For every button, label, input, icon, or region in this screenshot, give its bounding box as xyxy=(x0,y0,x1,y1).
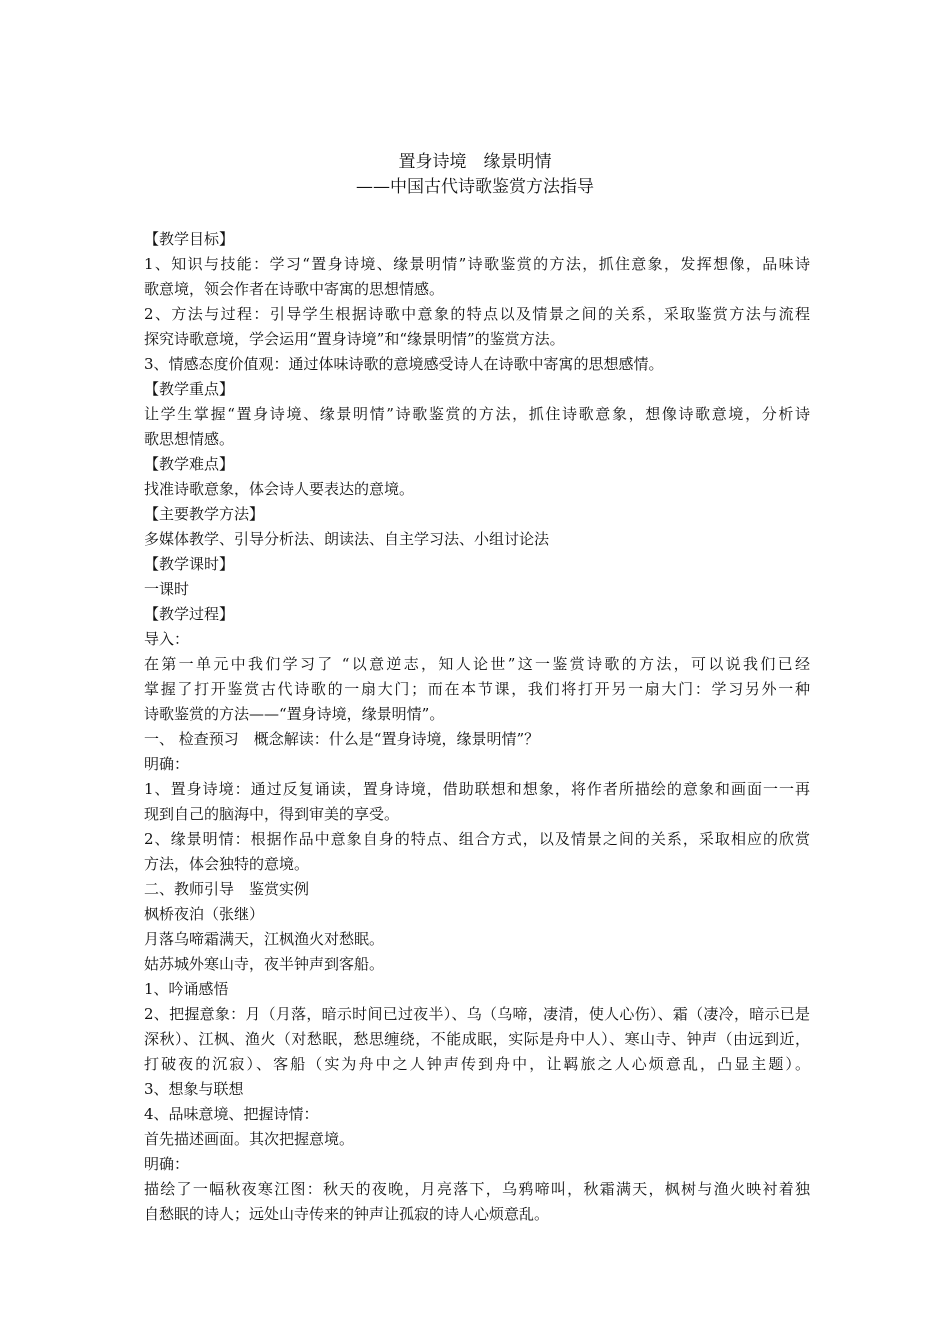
body-line: 【教学难点】 xyxy=(144,455,235,473)
document-subtitle: ——中国古代诗歌鉴赏方法指导 xyxy=(356,177,594,197)
body-line: 【教学过程】 xyxy=(144,605,235,623)
body-line: 【教学课时】 xyxy=(144,555,235,573)
body-line: 枫桥夜泊（张继） xyxy=(144,905,265,923)
body-line: 4、品味意境、把握诗情： xyxy=(144,1105,319,1123)
body-line: 【教学目标】 xyxy=(144,230,235,248)
body-line: 自愁眠的诗人；远处山寺传来的钟声让孤寂的诗人心烦意乱。 xyxy=(144,1205,550,1223)
body-line: 诗歌鉴赏的方法——“置身诗境，缘景明情”。 xyxy=(144,705,445,723)
body-line: 描绘了一幅秋夜寒江图：秋天的夜晚，月亮落下，乌鸦啼叫，秋霜满天，枫树与渔火映衬着独 xyxy=(144,1180,810,1198)
body-line: 歌意境，领会作者在诗歌中寄寓的思想情感。 xyxy=(144,280,445,298)
body-line: 月落乌啼霜满天，江枫渔火对愁眠。 xyxy=(144,930,385,948)
body-line: 一课时 xyxy=(144,580,190,598)
body-line: 1、知识与技能：学习“置身诗境、缘景明情”诗歌鉴赏的方法，抓住意象，发挥想像，品味诗 xyxy=(144,255,810,273)
body-line: 深秋）、江枫、渔火（对愁眠，愁思缠绕，不能成眠，实际是舟中人）、寒山寺、钟声（由远到近， xyxy=(144,1030,810,1048)
body-line: 让学生掌握“置身诗境、缘景明情”诗歌鉴赏的方法，抓住诗歌意象，想像诗歌意境，分析诗 xyxy=(144,405,810,423)
body-line: 明确： xyxy=(144,1155,190,1173)
body-line: 探究诗歌意境，学会运用“置身诗境”和“缘景明情”的鉴赏方法。 xyxy=(144,330,565,348)
body-line: 掌握了打开鉴赏古代诗歌的一扇大门；而在本节课，我们将打开另一扇大门：学习另外一种 xyxy=(144,680,810,698)
body-line: 2、方法与过程：引导学生根据诗歌中意象的特点以及情景之间的关系，采取鉴赏方法与流程 xyxy=(144,305,810,323)
body-line: 一、 检查预习 概念解读：什么是“置身诗境，缘景明情”？ xyxy=(144,730,540,748)
body-line: 现到自己的脑海中，得到审美的享受。 xyxy=(144,805,400,823)
body-line: 姑苏城外寒山寺，夜半钟声到客船。 xyxy=(144,955,385,973)
body-line: 找准诗歌意象，体会诗人要表达的意境。 xyxy=(144,480,415,498)
body-line: 导入： xyxy=(144,630,190,648)
body-line: 2、把握意象：月（月落，暗示时间已过夜半）、乌（乌啼，凄清，使人心伤）、霜（凄冷，暗示已是 xyxy=(144,1005,810,1023)
title-block xyxy=(0,150,950,200)
body-line: 2、缘景明情：根据作品中意象自身的特点、组合方式，以及情景之间的关系，采取相应的欣赏 xyxy=(144,830,810,848)
document-body xyxy=(144,227,810,1227)
body-line: 【主要教学方法】 xyxy=(144,505,265,523)
body-line: 方法，体会独特的意境。 xyxy=(144,855,310,873)
body-line: 【教学重点】 xyxy=(144,380,235,398)
body-line: 打破夜的沉寂）、客船（实为舟中之人钟声传到舟中，让羁旅之人心烦意乱，凸显主题）。 xyxy=(144,1055,810,1073)
body-line: 明确： xyxy=(144,755,190,773)
body-line: 首先描述画面。其次把握意境。 xyxy=(144,1130,355,1148)
body-line: 3、情感态度价值观：通过体味诗歌的意境感受诗人在诗歌中寄寓的思想感情。 xyxy=(144,355,664,373)
body-line: 二、教师引导 鉴赏实例 xyxy=(144,880,310,898)
body-line: 1、吟诵感悟 xyxy=(144,980,229,998)
body-line: 多媒体教学、引导分析法、朗读法、自主学习法、小组讨论法 xyxy=(144,530,550,548)
document-title: 置身诗境 缘景明情 xyxy=(398,152,552,172)
body-line: 歌思想情感。 xyxy=(144,430,235,448)
body-line: 1、置身诗境：通过反复诵读，置身诗境，借助联想和想象，将作者所描绘的意象和画面一一再 xyxy=(144,780,810,798)
body-line: 在第一单元中我们学习了 “以意逆志，知人论世”这一鉴赏诗歌的方法，可以说我们已经 xyxy=(144,655,810,673)
body-line: 3、想象与联想 xyxy=(144,1080,244,1098)
